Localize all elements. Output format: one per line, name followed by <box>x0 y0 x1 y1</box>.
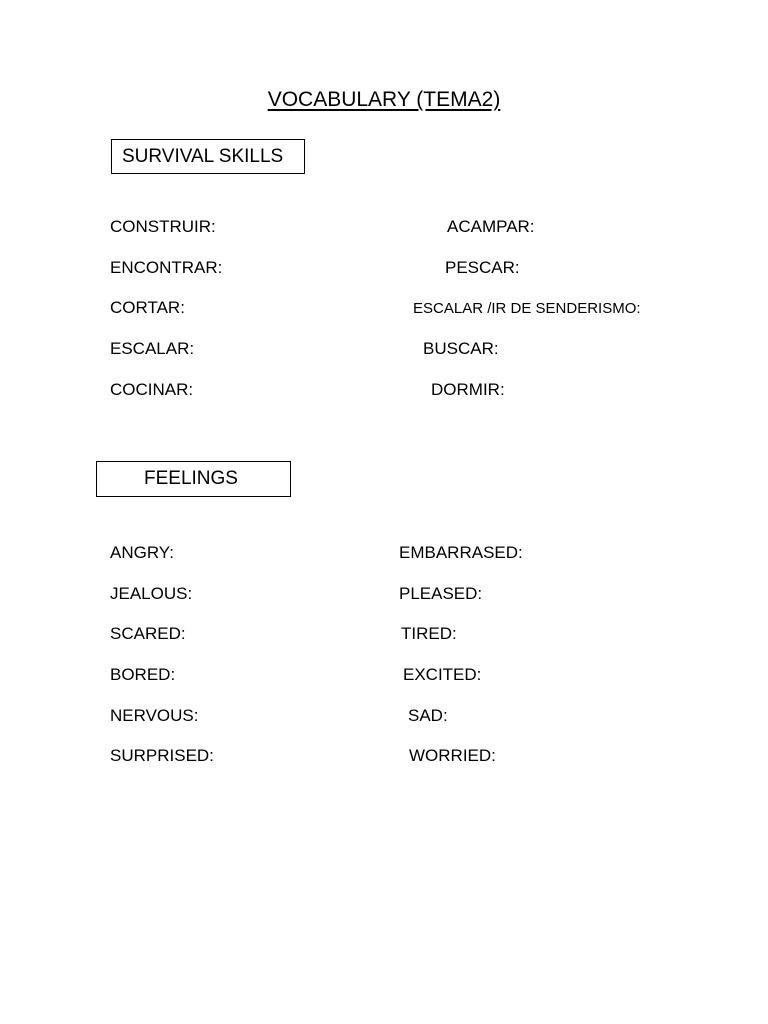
survival-term: ESCALAR /IR DE SENDERISMO: <box>413 300 641 317</box>
feelings-term: SURPRISED: <box>110 746 214 765</box>
survival-term: ESCALAR: <box>110 339 195 358</box>
survival-term: ACAMPAR: <box>447 217 535 236</box>
feelings-term: EMBARRASED: <box>399 543 523 562</box>
survival-skills-heading: SURVIVAL SKILLS <box>111 139 305 174</box>
feelings-term: TIRED: <box>401 624 457 643</box>
feelings-term: EXCITED: <box>403 665 482 684</box>
feelings-term: JEALOUS: <box>110 584 193 603</box>
feelings-term: PLEASED: <box>399 584 483 603</box>
feelings-term: WORRIED: <box>409 746 496 765</box>
survival-term: PESCAR: <box>445 258 520 277</box>
feelings-term: ANGRY: <box>110 543 174 562</box>
feelings-term: BORED: <box>110 665 176 684</box>
survival-term: ENCONTRAR: <box>110 258 223 277</box>
feelings-heading: FEELINGS <box>96 461 291 497</box>
survival-term: BUSCAR: <box>423 339 499 358</box>
survival-term: COCINAR: <box>110 380 194 399</box>
page-title: VOCABULARY (TEMA2) <box>267 88 501 111</box>
feelings-term: NERVOUS: <box>110 706 199 725</box>
feelings-term: SAD: <box>408 706 448 725</box>
survival-term: CONSTRUIR: <box>110 217 216 236</box>
survival-term: DORMIR: <box>431 380 505 399</box>
feelings-term: SCARED: <box>110 624 186 643</box>
survival-term: CORTAR: <box>110 298 185 317</box>
